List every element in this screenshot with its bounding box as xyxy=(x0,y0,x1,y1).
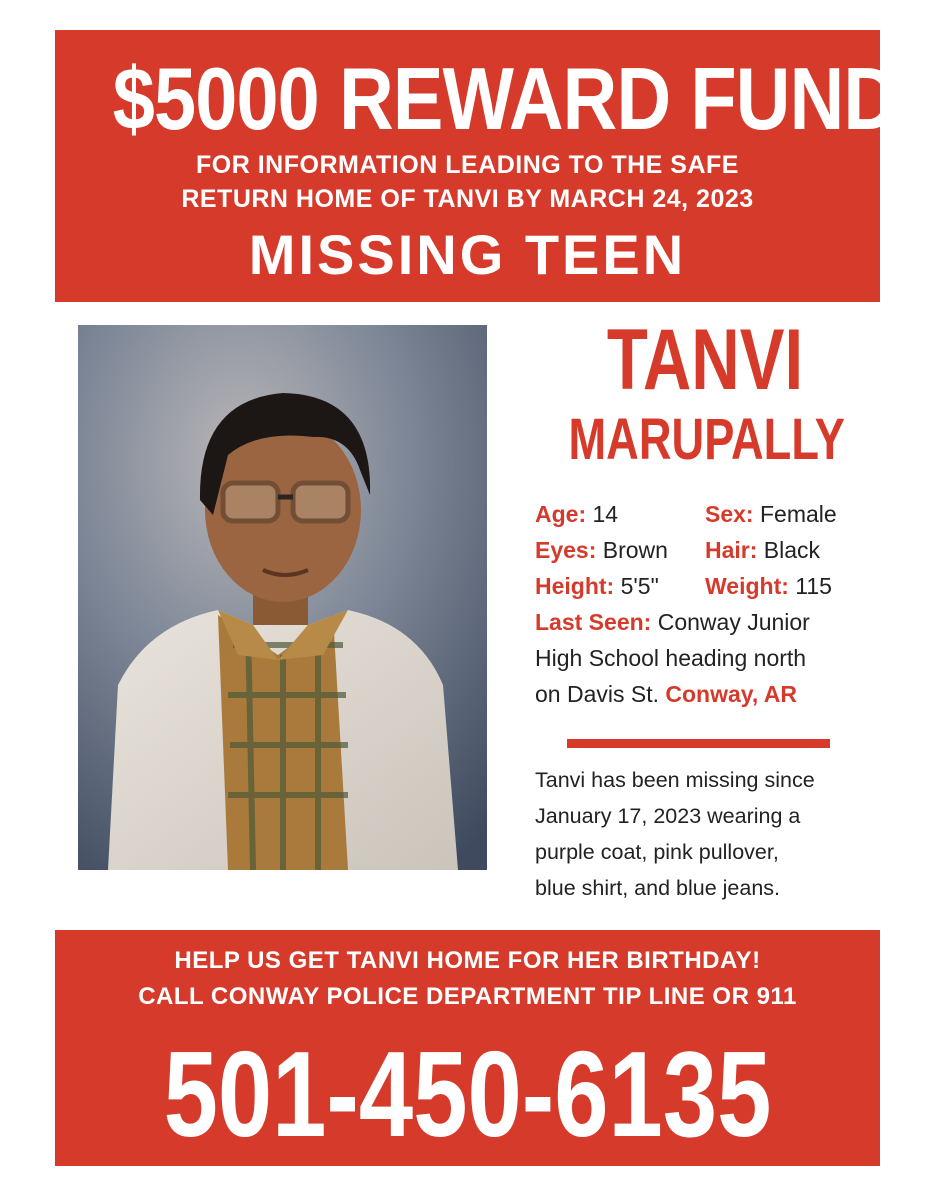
description-line-1: Tanvi has been missing since xyxy=(535,768,815,792)
sex-row xyxy=(705,498,837,530)
hair-value: Black xyxy=(757,537,821,563)
weight-row xyxy=(705,570,832,602)
clothing-description xyxy=(535,762,880,906)
last-seen-line-1: Conway Junior xyxy=(651,609,810,635)
sex-value: Female xyxy=(753,501,837,527)
eyes-value: Brown xyxy=(596,537,668,563)
reward-banner xyxy=(55,30,898,302)
last-seen-city: Conway, AR xyxy=(665,681,798,707)
tip-line-banner xyxy=(55,930,880,1166)
last-seen-line-3: on Davis St. xyxy=(535,681,666,707)
height-row xyxy=(535,570,659,602)
sex-label: Sex: xyxy=(705,501,754,527)
eyes-row xyxy=(535,534,668,566)
weight-label: Weight: xyxy=(705,573,789,599)
weight-value: 115 xyxy=(788,573,832,599)
reward-subline-1: FOR INFORMATION LEADING TO THE SAFE xyxy=(196,151,739,179)
divider xyxy=(567,739,830,748)
age-label: Age: xyxy=(535,501,587,527)
hair-row xyxy=(705,534,820,566)
last-seen-line-3-row xyxy=(535,678,797,710)
missing-person-photo xyxy=(78,325,487,870)
height-value: 5'5" xyxy=(614,573,659,599)
missing-teen-heading: MISSING TEEN xyxy=(248,223,687,286)
eyes-label: Eyes: xyxy=(535,537,597,563)
hair-label: Hair: xyxy=(705,537,758,563)
last-name: MARUPALLY xyxy=(568,407,845,472)
age-row xyxy=(535,498,618,530)
description-line-3: purple coat, pink pullover, xyxy=(535,840,779,864)
first-name: TANVI xyxy=(606,312,804,408)
last-seen-line-2: High School heading north xyxy=(535,645,807,671)
reward-headline: $5000 REWARD FUND xyxy=(112,49,898,148)
tip-phone-number: 501-450-6135 xyxy=(163,1026,772,1162)
description-line-4: blue shirt, and blue jeans. xyxy=(535,876,781,900)
last-seen-row xyxy=(535,606,810,638)
call-instruction: CALL CONWAY POLICE DEPARTMENT TIP LINE OR 911 xyxy=(138,983,797,1010)
last-seen-label: Last Seen: xyxy=(535,609,652,635)
description-line-2: January 17, 2023 wearing a xyxy=(535,804,801,828)
height-label: Height: xyxy=(535,573,615,599)
help-message: HELP US GET TANVI HOME FOR HER BIRTHDAY! xyxy=(174,947,761,974)
reward-subline-2: RETURN HOME OF TANVI BY MARCH 24, 2023 xyxy=(181,185,754,213)
age-value: 14 xyxy=(586,501,619,527)
